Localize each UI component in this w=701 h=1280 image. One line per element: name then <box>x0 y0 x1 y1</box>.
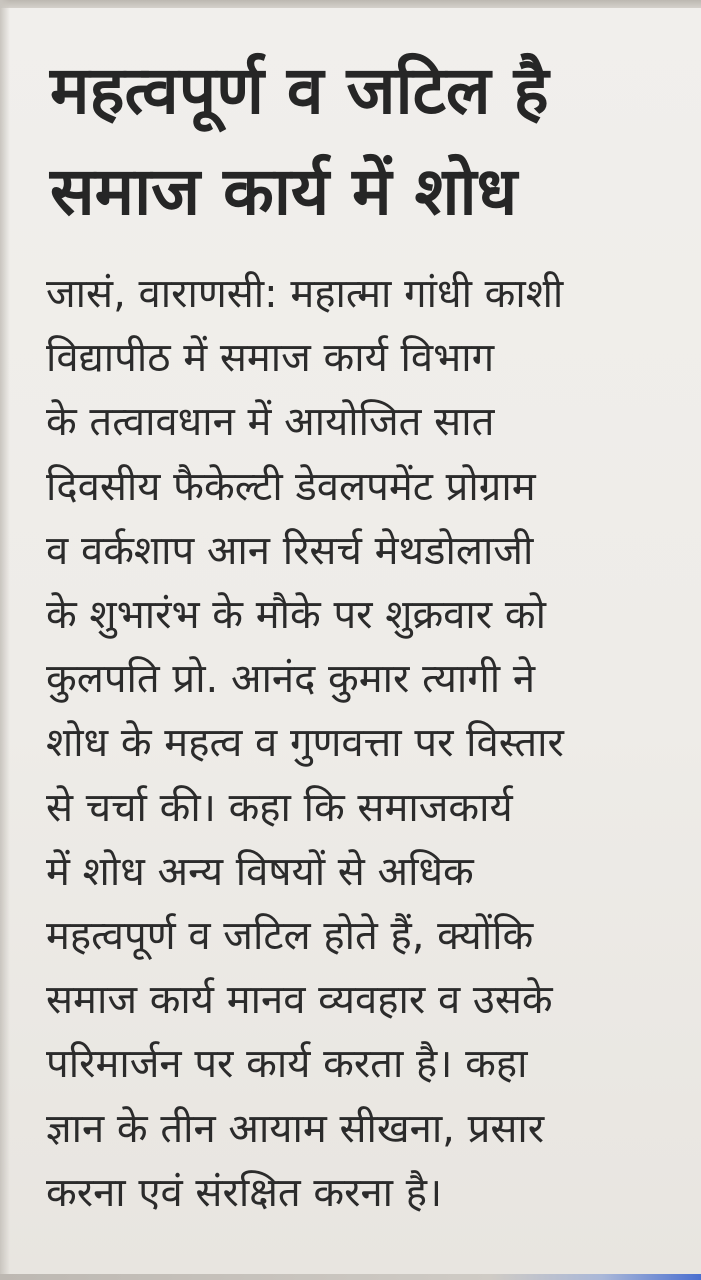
body-line: दिवसीय फैकेल्टी डेवलपमेंट प्रोग्राम <box>46 463 536 510</box>
body-line: व वर्कशाप आन रिसर्च मेथडोलाजी <box>46 527 534 574</box>
body-line: महत्वपूर्ण व जटिल होते हैं, क्योंकि <box>46 913 534 960</box>
bottom-clipping-edge <box>0 1274 701 1280</box>
body-line: जासं, वाराणसी: महात्मा गांधी काशी <box>46 271 564 317</box>
body-line: में शोध अन्य विषयों से अधिक <box>46 848 474 895</box>
headline-line: महत्वपूर्ण व जटिल है <box>50 52 549 129</box>
article-headline <box>50 40 680 242</box>
body-line: के तत्वावधान में आयोजित सात <box>46 399 495 446</box>
article-body <box>46 262 676 1225</box>
body-line: कुलपति प्रो. आनंद कुमार त्यागी ने <box>46 656 536 703</box>
paper-edge-shadow <box>0 0 10 1280</box>
body-line: ज्ञान के तीन आयाम सीखना, प्रसार <box>46 1105 545 1152</box>
body-line: समाज कार्य मानव व्यवहार व उसके <box>46 977 553 1024</box>
body-line: से चर्चा की। कहा कि समाजकार्य <box>46 784 513 831</box>
body-line: करना एवं संरक्षित करना है। <box>46 1169 443 1216</box>
headline-line: समाज कार्य में शोध <box>50 153 518 230</box>
body-line: विद्यापीठ में समाज कार्य विभाग <box>46 335 495 382</box>
body-line: के शुभारंभ के मौके पर शुक्रवार को <box>46 592 546 639</box>
body-line: परिमार्जन पर कार्य करता है। कहा <box>46 1041 528 1088</box>
top-column-rule <box>0 0 701 8</box>
body-line: शोध के महत्व व गुणवत्ता पर विस्तार <box>46 720 564 767</box>
